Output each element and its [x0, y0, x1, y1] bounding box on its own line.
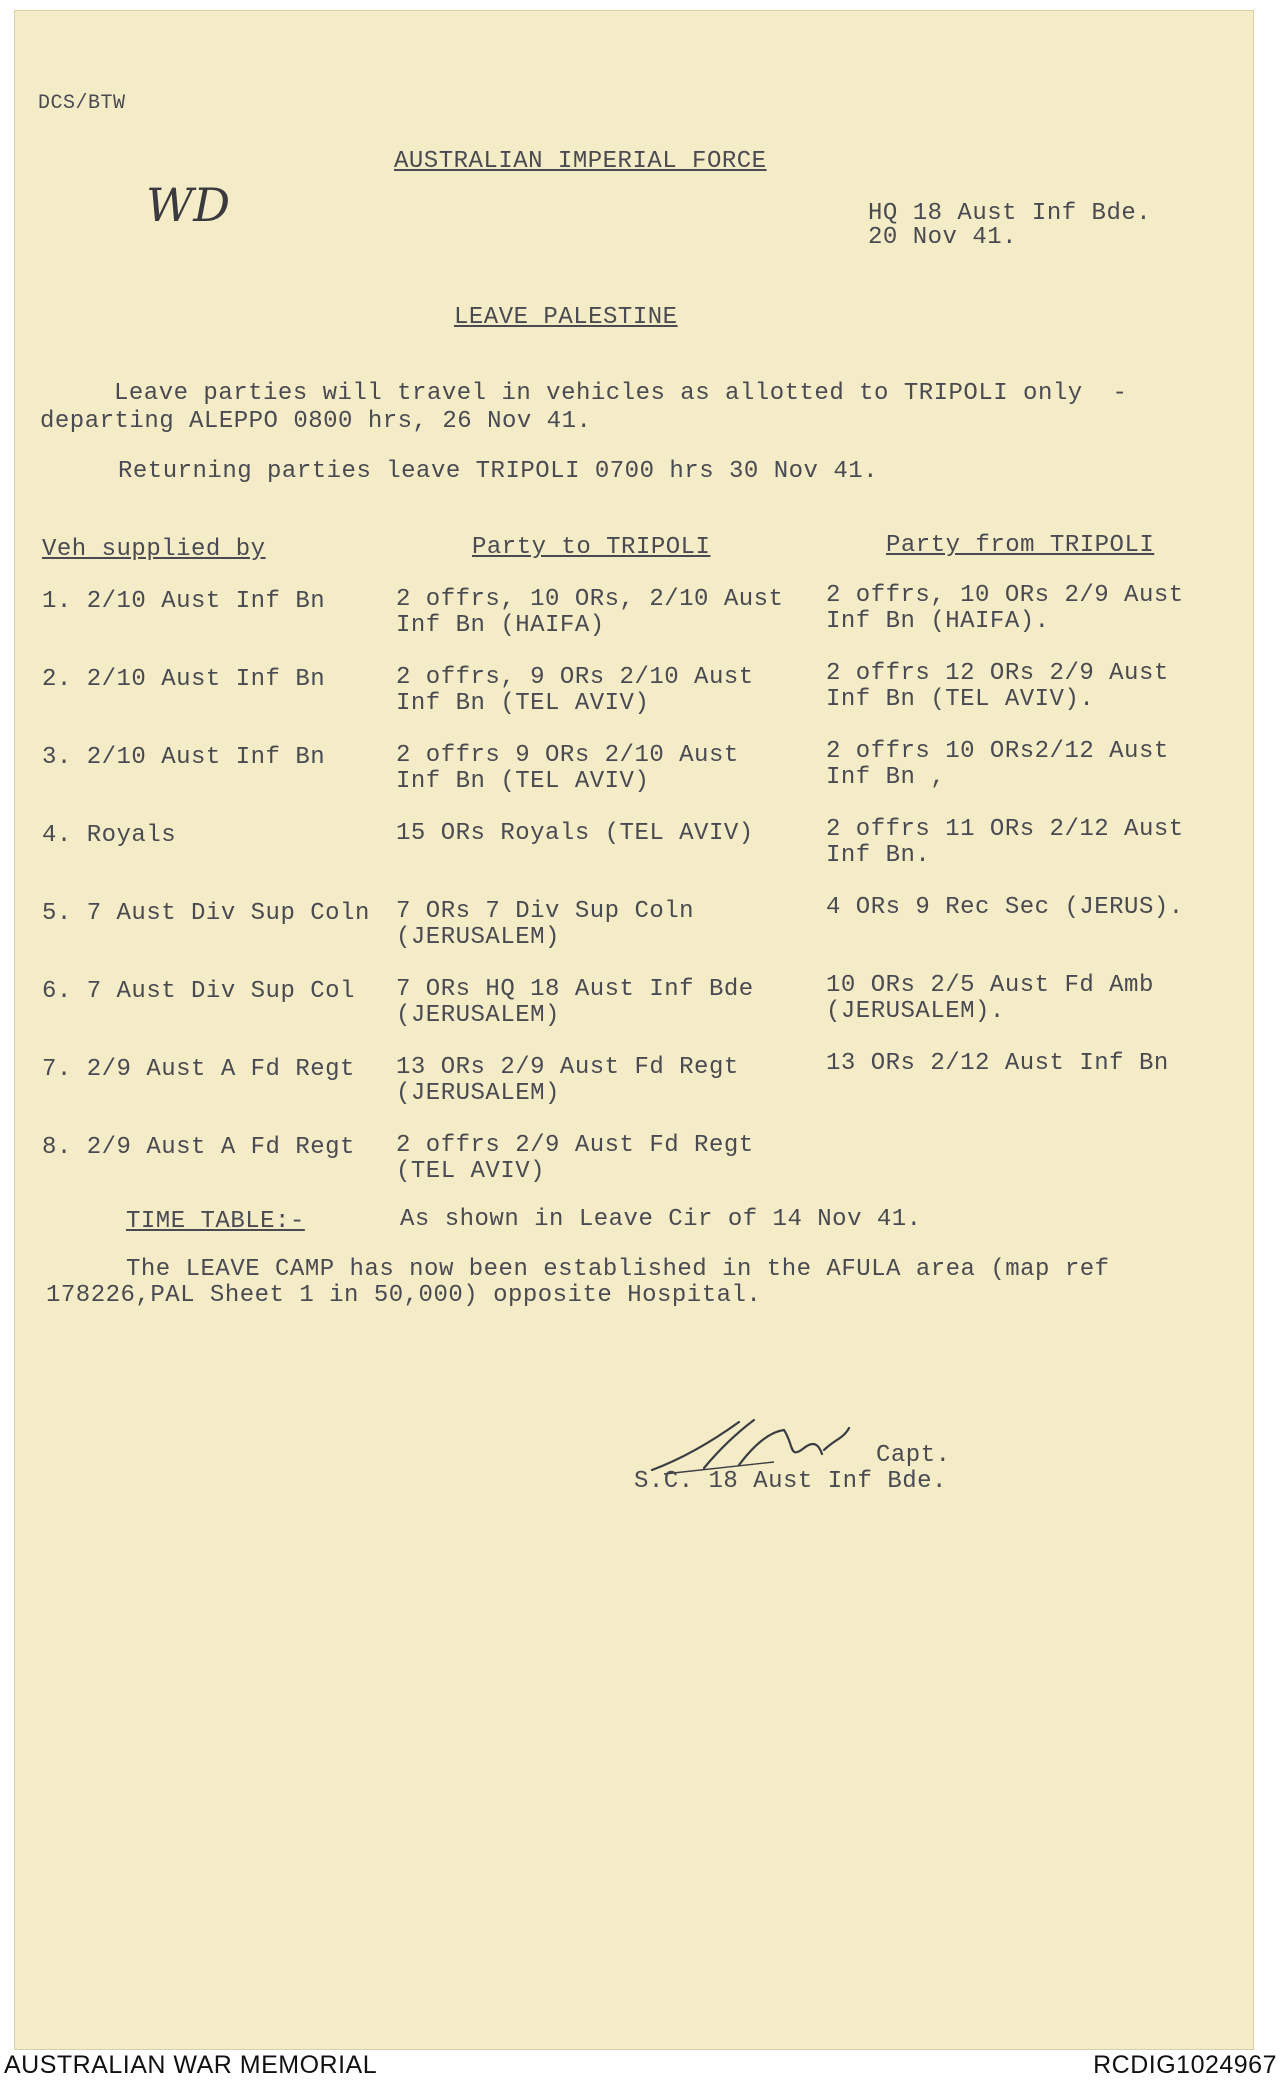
- camp-paragraph-line-1: The LEAVE CAMP has now been established in the AFULA area (map ref: [126, 1256, 1110, 1283]
- row-party-to-line-1: 2 offrs 9 ORs 2/10 Aust: [396, 742, 739, 769]
- handwritten-annotation: WD: [146, 178, 231, 232]
- row-party-from-line-1: 13 ORs 2/12 Aust Inf Bn: [826, 1050, 1169, 1077]
- timetable-text: As shown in Leave Cir of 14 Nov 41.: [400, 1206, 922, 1233]
- signature-rank: Capt.: [876, 1442, 951, 1469]
- table-header-veh: Veh supplied by: [42, 536, 266, 563]
- camp-paragraph-line-2: 178226,PAL Sheet 1 in 50,000) opposite Hospital.: [46, 1282, 762, 1309]
- row-party-to-line-2: Inf Bn (TEL AVIV): [396, 690, 650, 717]
- paragraph-2: Returning parties leave TRIPOLI 0700 hrs 30 Nov 41.: [118, 458, 879, 485]
- row-party-from-line-1: 10 ORs 2/5 Aust Fd Amb: [826, 972, 1154, 999]
- row-veh: 6. 7 Aust Div Sup Col: [42, 978, 355, 1005]
- row-party-from-line-1: 2 offrs 12 ORs 2/9 Aust: [826, 660, 1169, 687]
- row-party-to-line-1: 15 ORs Royals (TEL AVIV): [396, 820, 754, 847]
- row-veh: 4. Royals: [42, 822, 177, 849]
- footer-collection: AUSTRALIAN WAR MEMORIAL: [4, 2051, 378, 2079]
- row-party-to-line-1: 2 offrs, 9 ORs 2/10 Aust: [396, 664, 754, 691]
- row-party-to-line-1: 2 offrs 2/9 Aust Fd Regt: [396, 1132, 754, 1159]
- row-party-to-line-1: 7 ORs HQ 18 Aust Inf Bde: [396, 976, 754, 1003]
- row-party-to-line-2: Inf Bn (TEL AVIV): [396, 768, 650, 795]
- row-party-from-line-1: 2 offrs, 10 ORs 2/9 Aust: [826, 582, 1184, 609]
- row-veh: 8. 2/9 Aust A Fd Regt: [42, 1134, 355, 1161]
- row-party-from-line-2: (JERUSALEM).: [826, 998, 1005, 1025]
- row-veh: 2. 2/10 Aust Inf Bn: [42, 666, 326, 693]
- row-party-from-line-1: 4 ORs 9 Rec Sec (JERUS).: [826, 894, 1184, 921]
- row-party-to-line-1: 13 ORs 2/9 Aust Fd Regt: [396, 1054, 739, 1081]
- row-party-to-line-2: (TEL AVIV): [396, 1158, 546, 1185]
- row-party-from-line-2: Inf Bn.: [826, 842, 931, 869]
- document-title: LEAVE PALESTINE: [454, 304, 678, 331]
- row-veh: 3. 2/10 Aust Inf Bn: [42, 744, 326, 771]
- row-party-to-line-2: (JERUSALEM): [396, 924, 560, 951]
- origin-unit: HQ 18 Aust Inf Bde.: [868, 200, 1152, 227]
- row-party-from-line-1: 2 offrs 10 ORs2/12 Aust: [826, 738, 1169, 765]
- row-veh: 5. 7 Aust Div Sup Coln: [42, 900, 370, 927]
- footer-identifier: RCDIG1024967: [1093, 2051, 1277, 2079]
- row-party-to-line-2: (JERUSALEM): [396, 1080, 560, 1107]
- row-party-to-line-1: 7 ORs 7 Div Sup Coln: [396, 898, 695, 925]
- document-heading: AUSTRALIAN IMPERIAL FORCE: [394, 148, 767, 175]
- table-header-party-to: Party to TRIPOLI: [472, 534, 711, 561]
- row-veh: 1. 2/10 Aust Inf Bn: [42, 588, 326, 615]
- row-party-to-line-2: Inf Bn (HAIFA): [396, 612, 605, 639]
- table-header-party-from: Party from TRIPOLI: [886, 532, 1155, 559]
- row-party-from-line-2: Inf Bn (TEL AVIV).: [826, 686, 1095, 713]
- row-party-to-line-1: 2 offrs, 10 ORs, 2/10 Aust: [396, 586, 784, 613]
- paragraph-1-line-1: Leave parties will travel in vehicles as allotted to TRIPOLI only -: [114, 380, 1128, 407]
- row-party-to-line-2: (JERUSALEM): [396, 1002, 560, 1029]
- document-page: [14, 10, 1254, 2050]
- paragraph-1-line-2: departing ALEPPO 0800 hrs, 26 Nov 41.: [40, 408, 592, 435]
- row-veh: 7. 2/9 Aust A Fd Regt: [42, 1056, 355, 1083]
- signature-appointment: S.C. 18 Aust Inf Bde.: [634, 1468, 947, 1495]
- origin-date: 20 Nov 41.: [868, 224, 1018, 251]
- row-party-from-line-2: Inf Bn (HAIFA).: [826, 608, 1050, 635]
- reference-code: DCS/BTW: [38, 92, 126, 115]
- timetable-label: TIME TABLE:-: [126, 1208, 305, 1235]
- row-party-from-line-1: 2 offrs 11 ORs 2/12 Aust: [826, 816, 1184, 843]
- row-party-from-line-2: Inf Bn ,: [826, 764, 946, 791]
